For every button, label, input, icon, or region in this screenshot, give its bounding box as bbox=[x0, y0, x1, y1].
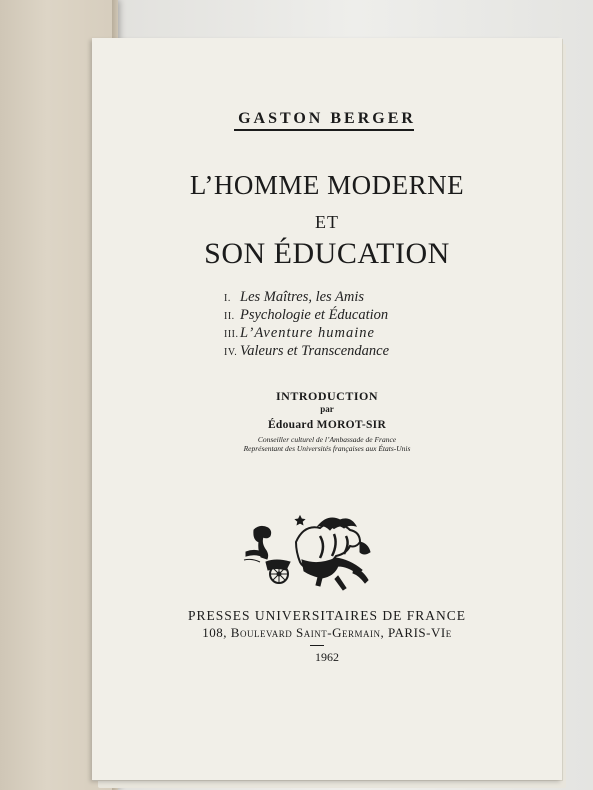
volume-item bbox=[224, 307, 389, 325]
editor-name: Édouard MOROT-SIR bbox=[267, 419, 387, 431]
editor-role-2: Représentant des Universités françaises aux États-Unis bbox=[243, 444, 411, 453]
editor-role-1: Conseiller culturel de l’Ambassade de France bbox=[257, 435, 397, 444]
volume-item bbox=[224, 343, 389, 361]
volume-number: IV. bbox=[224, 347, 238, 358]
author-underline bbox=[234, 129, 414, 131]
title-line-1: L’HOMME MODERNE bbox=[189, 170, 465, 200]
introduction-label: INTRODUCTION bbox=[275, 389, 378, 403]
volume-title: Les Maîtres, les Amis bbox=[240, 289, 365, 305]
publisher-address: 108, Boulevard Saint-Germain, PARIS-VIe bbox=[202, 625, 452, 640]
publication-year: 1962 bbox=[315, 650, 339, 664]
volume-item bbox=[224, 325, 389, 343]
volume-title: Valeurs et Transcendance bbox=[240, 343, 390, 359]
volume-number: I. bbox=[224, 293, 231, 304]
chariot-horses-emblem-icon bbox=[242, 512, 387, 594]
volume-list bbox=[224, 289, 389, 361]
title-page bbox=[92, 38, 562, 780]
year-divider bbox=[310, 645, 324, 646]
volume-number: III. bbox=[224, 329, 239, 340]
volume-title: Psychologie et Éducation bbox=[240, 307, 389, 323]
title-line-3: SON ÉDUCATION bbox=[204, 237, 450, 270]
volume-title: L’Aventure humaine bbox=[240, 325, 375, 341]
publisher-name: PRESSES UNIVERSITAIRES DE FRANCE bbox=[187, 608, 467, 623]
title-line-2: ET bbox=[315, 212, 339, 232]
par-label: par bbox=[320, 404, 334, 414]
volume-number: II. bbox=[224, 311, 235, 322]
volume-item bbox=[224, 289, 389, 307]
author-name: GASTON BERGER bbox=[238, 110, 416, 127]
